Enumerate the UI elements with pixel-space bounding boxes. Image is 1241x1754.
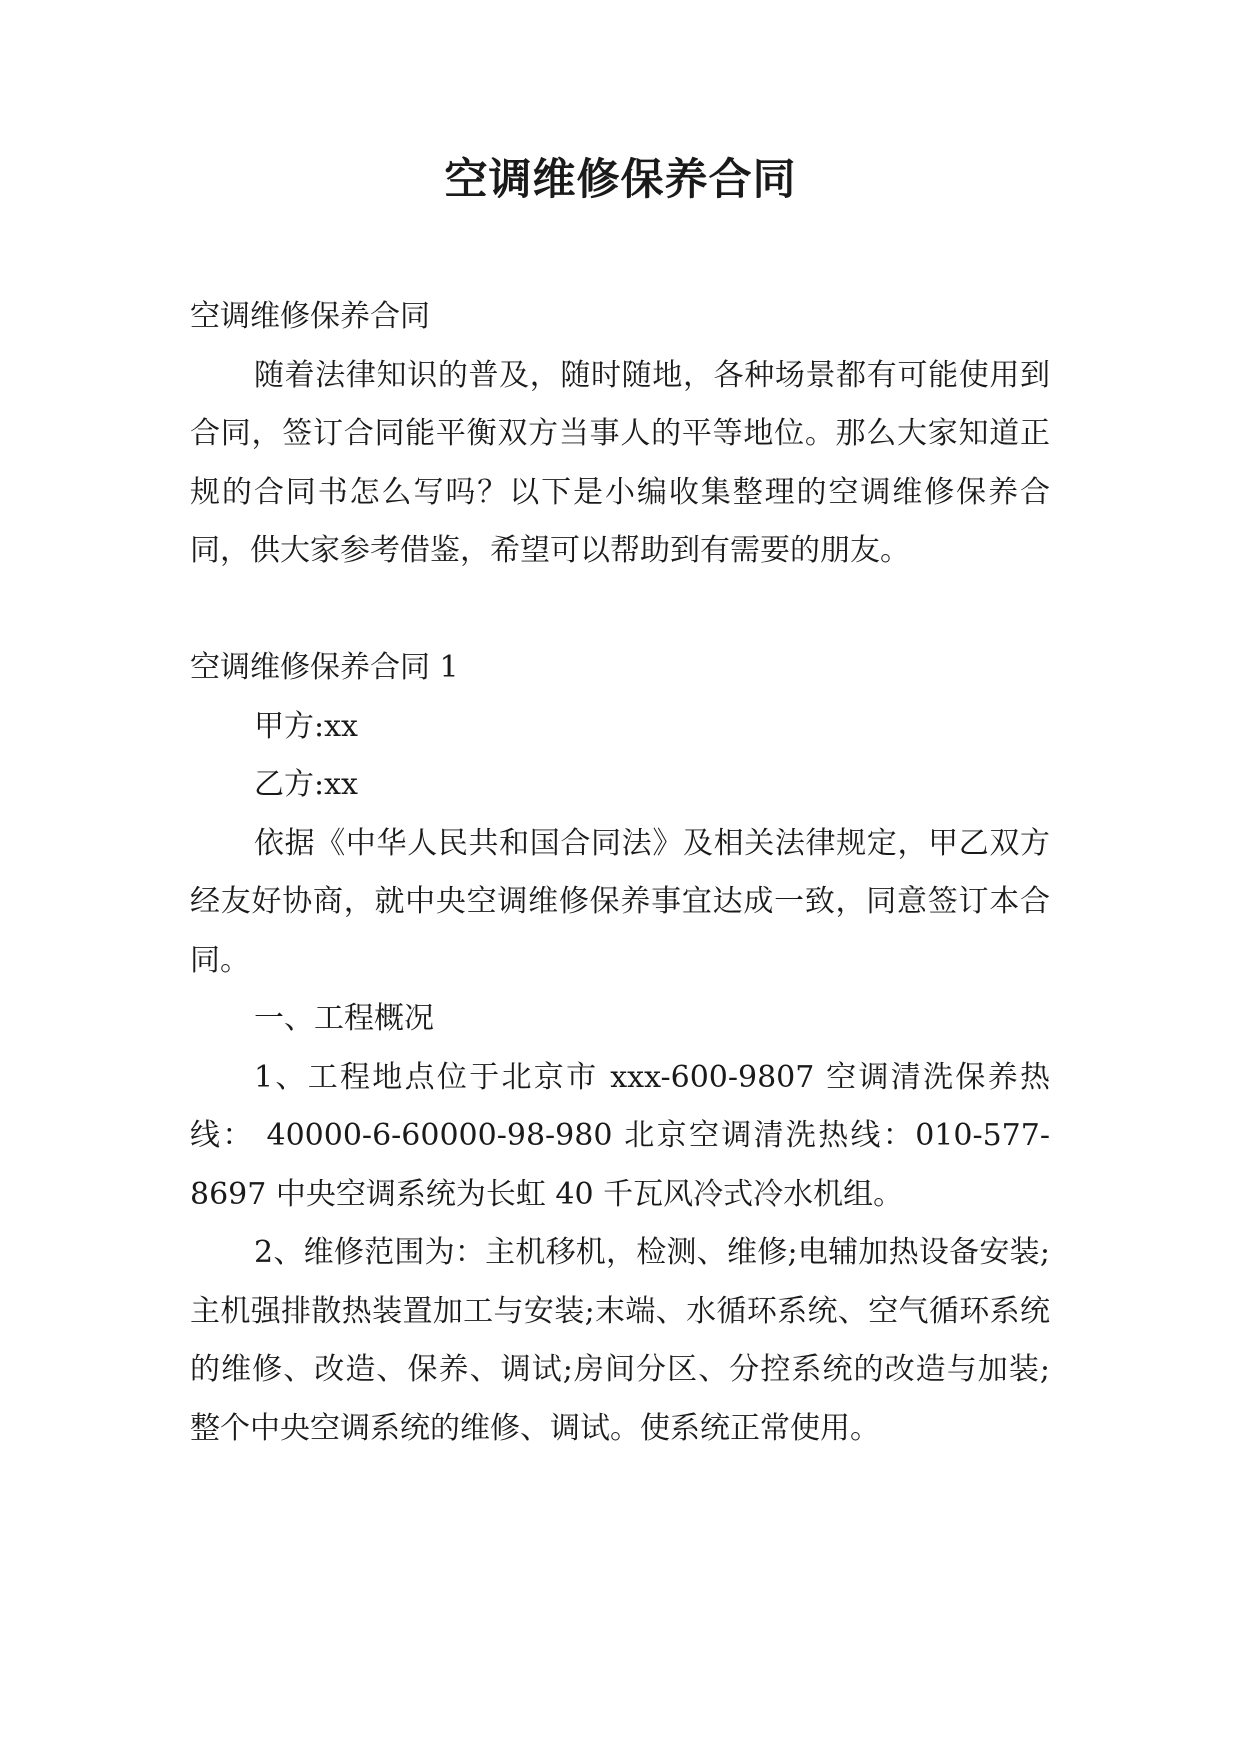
party-b-line: 乙方:xx xyxy=(254,767,358,802)
section-heading: 空调维修保养合同 1 xyxy=(190,650,459,685)
basis-paragraph: 依据《中华人民共和国合同法》及相关法律规定，甲乙双方经友好协商，就中央空调维修保养事宜达成一致，同意签订本合同。 xyxy=(190,825,1050,978)
paragraph-spacer xyxy=(190,581,1050,640)
part-one-heading: 一、工程概况 xyxy=(254,1001,434,1036)
clause-1-paragraph: 1、工程地点位于北京市 xxx-600-9807 空调清洗保养热线： 40000-6-60000-98-980 北京空调清洗热线：010-577-8697 中央空调系统为长虹 40 千瓦风冷式冷水机组。 xyxy=(190,1059,1050,1212)
party-a-line: 甲方:xx xyxy=(254,708,358,744)
intro-paragraph: 随着法律知识的普及，随时随地，各种场景都有可能使用到合同，签订合同能平衡双方当事人的平等地位。那么大家知道正规的合同书怎么写吗？以下是小编收集整理的空调维修保养合同，供大家参考借鉴，希望可以帮助到有需要的朋友。 xyxy=(190,357,1050,568)
document-title: 空调维修保养合同 xyxy=(444,155,797,205)
document-body xyxy=(190,288,1050,1458)
clause-2-paragraph: 2、维修范围为：主机移机，检测、维修;电辅加热设备安装;主机强排散热装置加工与安装;末端、水循环系统、空气循环系统的维修、改造、保养、调试;房间分区、分控系统的改造与加装;整个中央空调系统的维修、调试。使系统正常使用。 xyxy=(190,1235,1050,1446)
document-subtitle: 空调维修保养合同 xyxy=(190,299,430,334)
